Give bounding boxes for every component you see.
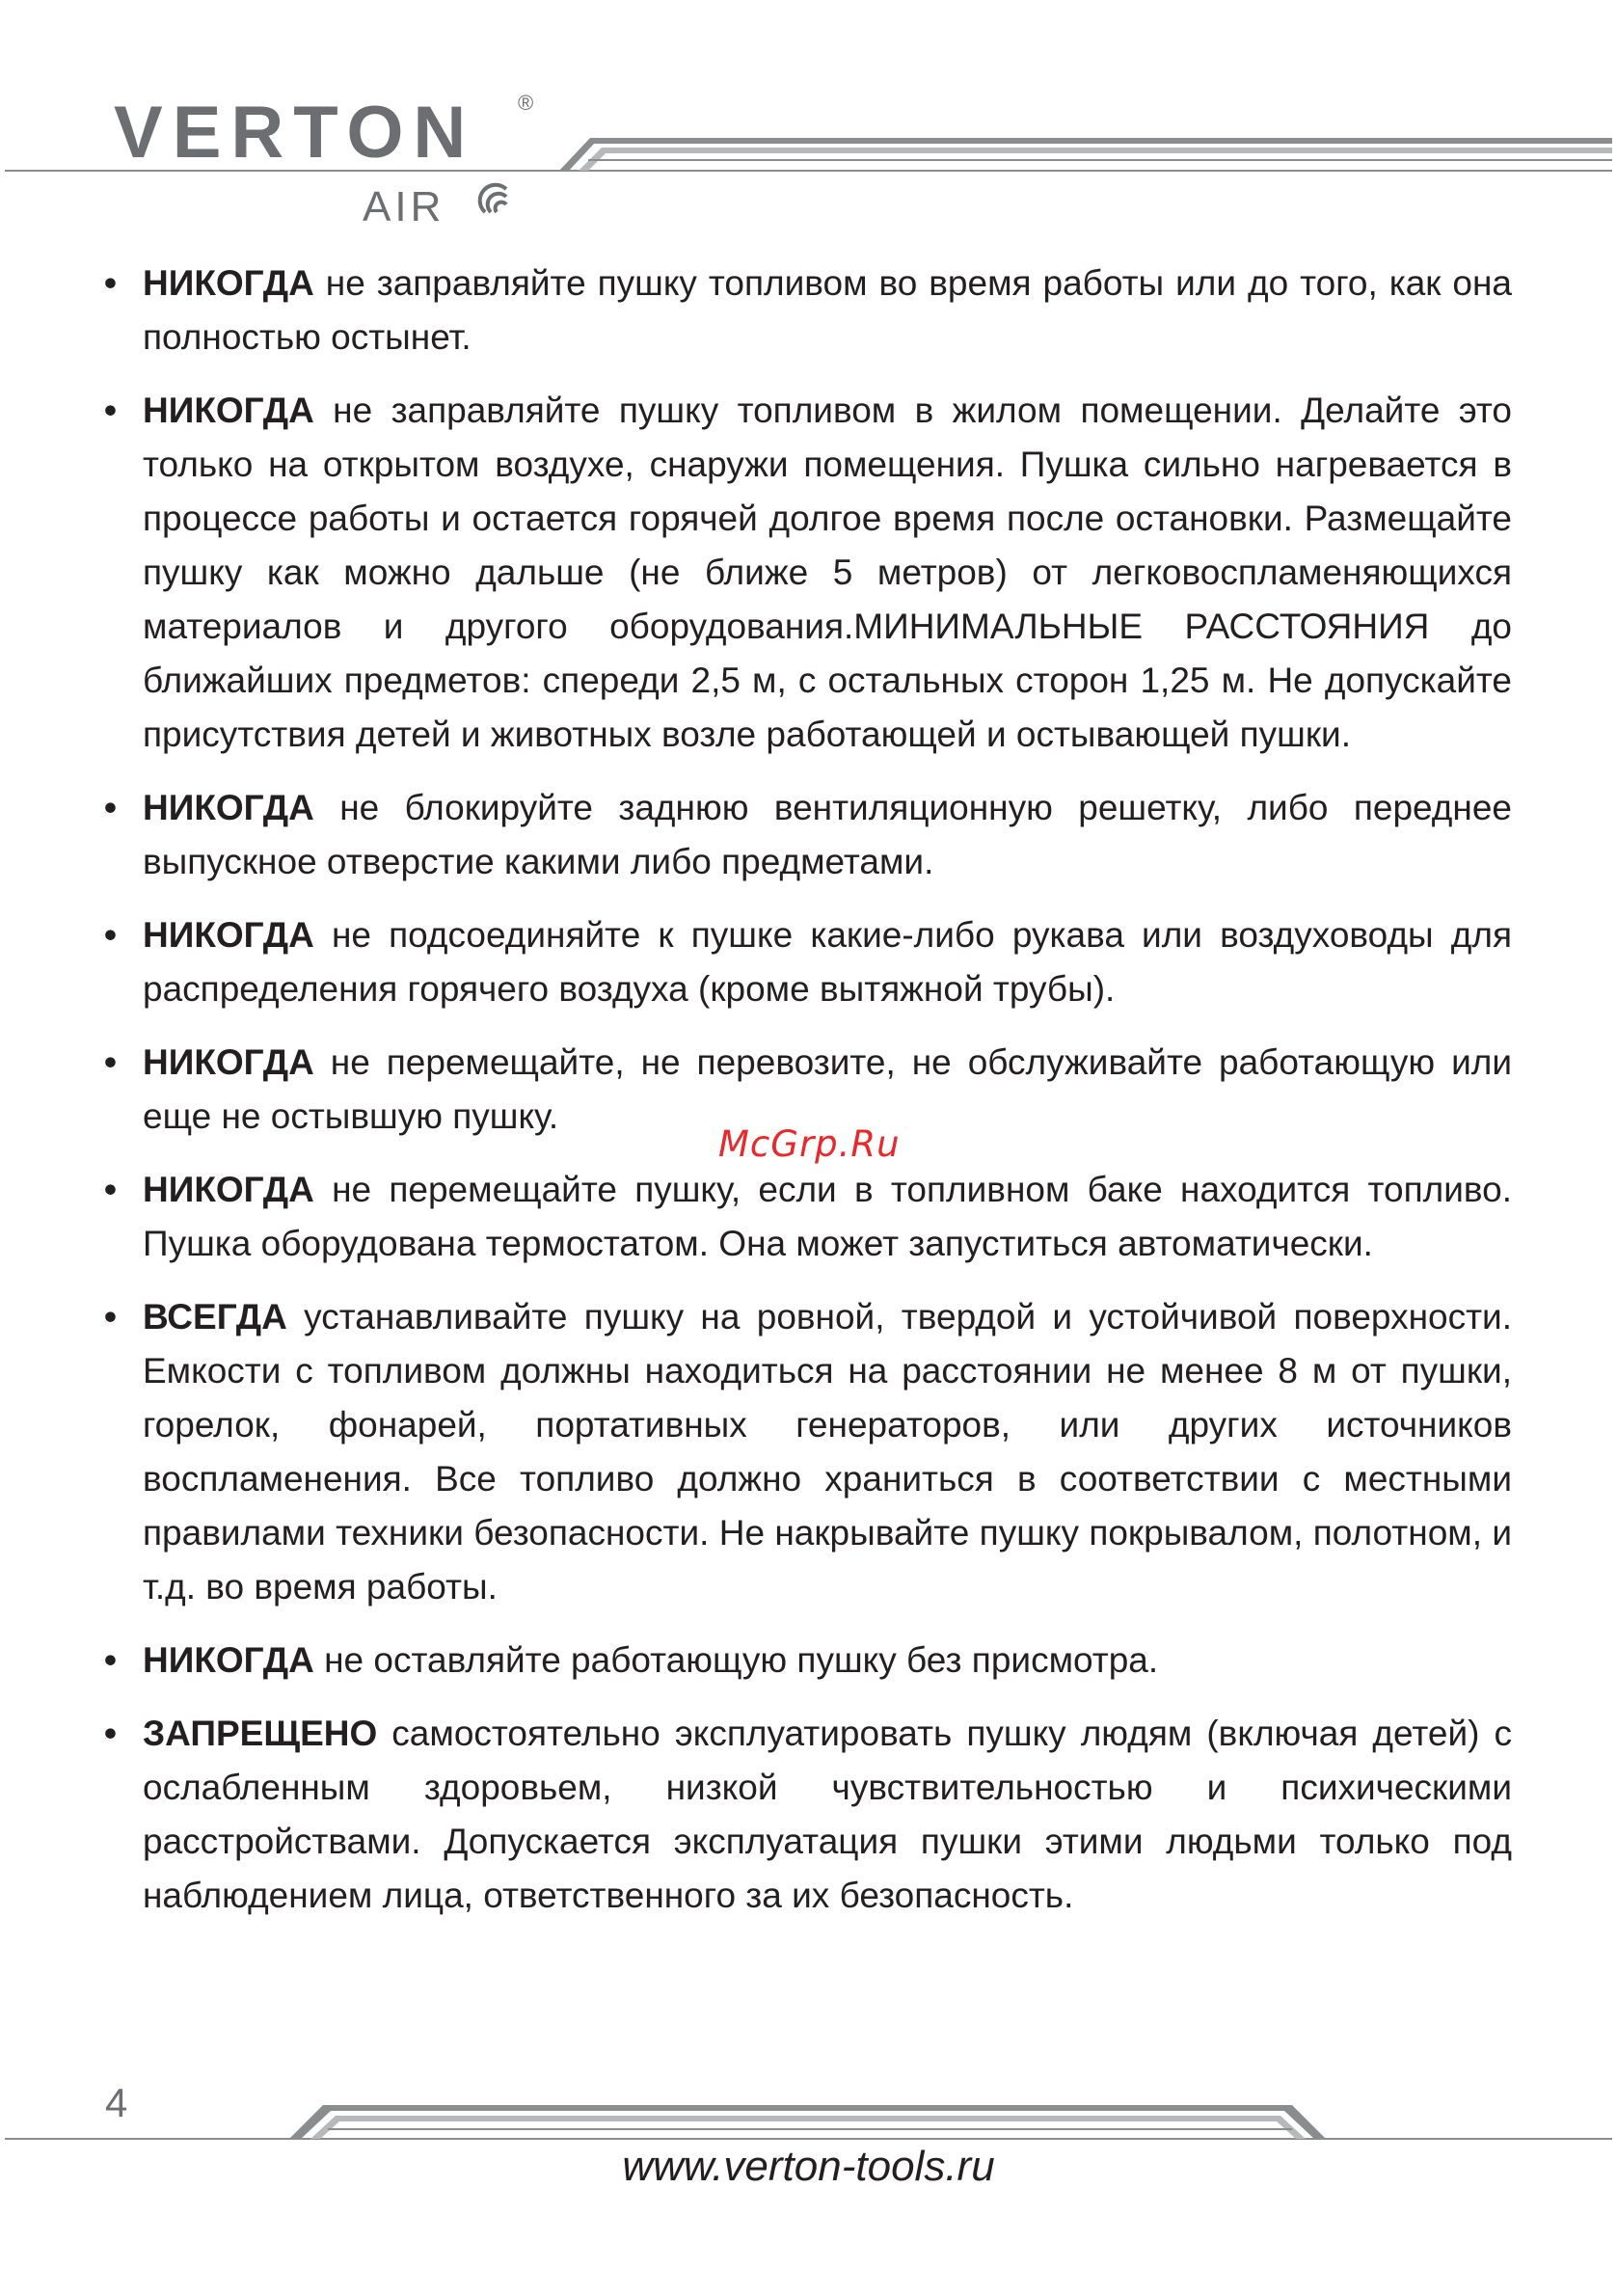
- item-text: не блокируйте заднюю вентиляционную решетку, либо переднее выпускное отверстие какими либо предметами.: [143, 788, 1512, 881]
- item-text: не оставляйте работающую пушку без присмотра.: [313, 1640, 1159, 1680]
- item-text: самостоятельно эксплуатировать пушку людям (включая детей) с ослабленным здоровьем, низкой чувствительностью и психическими расстройствами. Допускается эксплуатация пушки этими людьми только под наблюдением лица, ответственного за их безопасность.: [143, 1714, 1512, 1915]
- list-item: [104, 1707, 1512, 1923]
- bullet-icon: •: [104, 391, 117, 430]
- item-text: не заправляйте пушку топливом в жилом помещении. Делайте это только на открытом воздухе, снаружи помещения. Пушка сильно нагревается в процессе работы и остается горячей долгое время после остановки. Размещайте пушку как можно дальше (не ближе 5 метров) от легковоспламеняющихся материалов и другого оборудования.МИНИМАЛЬНЫЕ РАССТОЯНИЯ до ближайших предметов: спереди 2,5 м, с остальных сторон 1,25 м. Не допускайте присутствия детей и животных возле работающей и остывающей пушки.: [143, 391, 1512, 754]
- item-lead: НИКОГДА: [143, 1042, 314, 1082]
- bullet-icon: •: [104, 1640, 117, 1680]
- list-item: [104, 1290, 1512, 1614]
- bullet-icon: •: [104, 1170, 117, 1209]
- list-item: [104, 1163, 1512, 1271]
- list-item: [104, 257, 1512, 365]
- list-item: [104, 384, 1512, 762]
- bullet-icon: •: [104, 263, 117, 303]
- item-text: устанавливайте пушку на ровной, твердой и устойчивой поверхности. Емкости с топливом должны находиться на расстоянии не менее 8 м от пушки, горелок, фонарей, портативных генераторов, или других источников воспламенения. Все топливо должно храниться в соответствии с местными правилами техники безопасности. Не накрывайте пушку покрывалом, полотном, и т.д. во время работы.: [143, 1297, 1512, 1607]
- item-lead: ЗАПРЕЩЕНО: [143, 1714, 378, 1753]
- list-item: [104, 1634, 1512, 1688]
- registered-mark: ®: [518, 91, 534, 115]
- bullet-icon: •: [104, 1714, 117, 1753]
- item-lead: НИКОГДА: [143, 1640, 314, 1680]
- list-item: [104, 781, 1512, 889]
- item-lead: НИКОГДА: [143, 1170, 314, 1209]
- footer-decoration-lines: [0, 2102, 1617, 2141]
- website-url[interactable]: www.verton-tools.ru: [622, 2143, 995, 2190]
- page-header: [0, 0, 1617, 241]
- list-item: [104, 908, 1512, 1016]
- item-lead: НИКОГДА: [143, 915, 314, 955]
- page-number: 4: [105, 2080, 128, 2125]
- bullet-icon: •: [104, 915, 117, 955]
- sub-brand-label: AIR: [363, 183, 445, 230]
- item-text: не перемещайте пушку, если в топливном баке находится топливо. Пушка оборудована термостатом. Она может запуститься автоматически.: [143, 1170, 1512, 1263]
- bullet-icon: •: [104, 1042, 117, 1082]
- item-text: не заправляйте пушку топливом во время работы или до того, как она полностью остынет.: [143, 263, 1512, 357]
- item-text: не перемещайте, не перевозите, не обслуживайте работающую или еще не остывшую пушку.: [143, 1042, 1512, 1136]
- brand-logo: VERTON: [114, 92, 476, 174]
- safety-instructions-list: [104, 257, 1512, 1942]
- item-lead: ВСЕГДА: [143, 1297, 287, 1337]
- watermark: McGrp.Ru: [718, 1123, 901, 1165]
- item-lead: НИКОГДА: [143, 788, 314, 827]
- bullet-icon: •: [104, 788, 117, 827]
- bullet-icon: •: [104, 1297, 117, 1337]
- item-lead: НИКОГДА: [143, 263, 314, 303]
- item-text: не подсоединяйте к пушке какие-либо рукава или воздуховоды для распределения горячего воздуха (кроме вытяжной трубы).: [143, 915, 1512, 1009]
- air-wave-icon: [477, 179, 516, 218]
- item-lead: НИКОГДА: [143, 391, 314, 430]
